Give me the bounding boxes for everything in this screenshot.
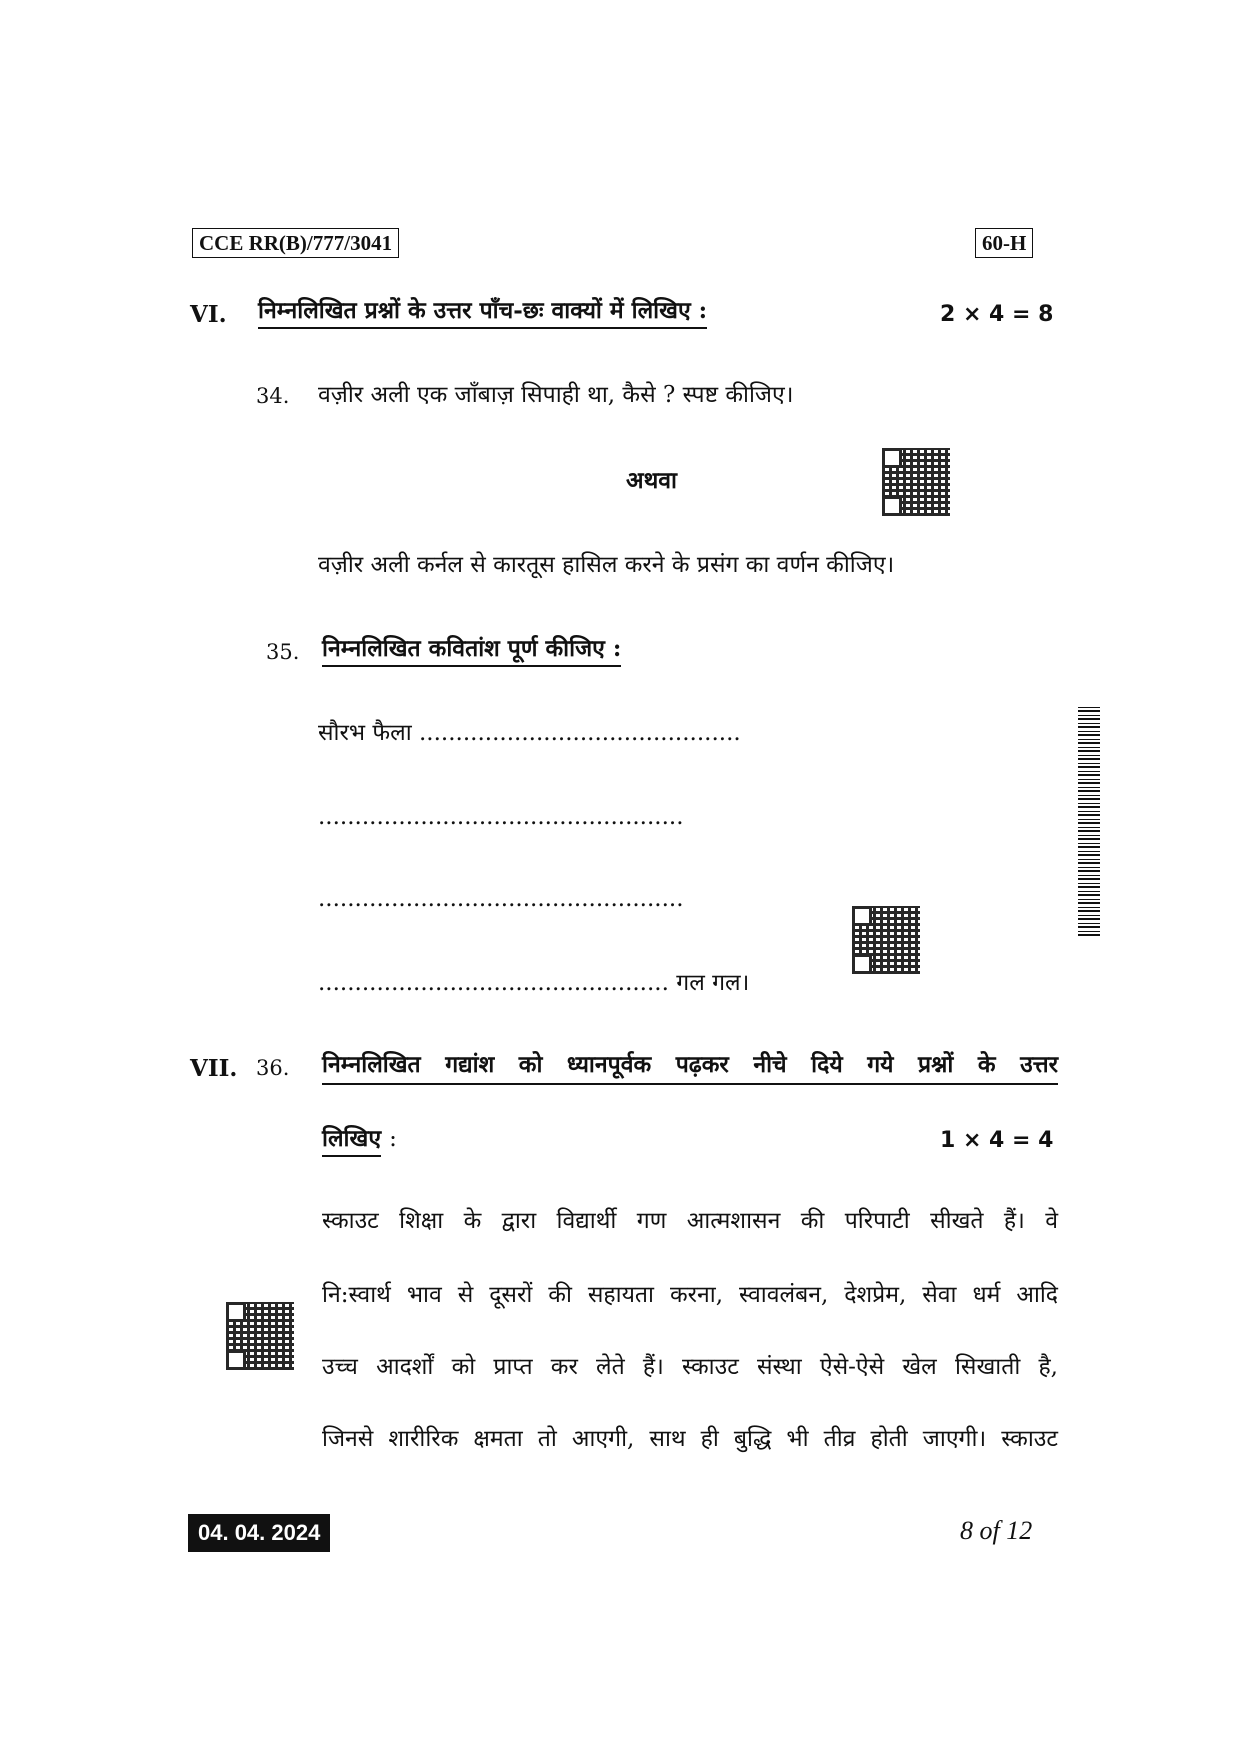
section-vi-label: VI.: [190, 301, 227, 328]
paper-code: CCE RR(B)/777/3041: [192, 228, 399, 258]
q35-instruction-text: निम्नलिखित कवितांश पूर्ण कीजिए :: [322, 635, 621, 667]
q34-or-label: अथवा: [626, 467, 678, 494]
section-vi-instruction: [258, 296, 707, 326]
poem-line-2-dots: ..................................................: [318, 804, 684, 830]
poem-line-1-dots: ............................................: [419, 720, 741, 746]
passage-line: उच्च आदर्शों को प्राप्त कर लेते हैं। स्काउट संस्था ऐसे-ऐसे खेल सिखाती है,: [322, 1354, 1058, 1380]
poem-line-2: [318, 802, 684, 832]
poem-line-4-dots: ................................................: [318, 970, 669, 996]
q36-instruction-colon: :: [389, 1126, 397, 1152]
section-vi-instruction-text: निम्नलिखित प्रश्नों के उत्तर पाँच-छः वाक्यों में लिखिए :: [258, 297, 707, 329]
section-vii-label: VII.: [190, 1055, 238, 1082]
q36-instruction-line-1: [322, 1050, 1058, 1085]
q34-number: 34.: [256, 384, 290, 408]
passage-line: स्काउट शिक्षा के द्वारा विद्यार्थी गण आत्मशासन की परिपाटी सीखते हैं। वे: [322, 1208, 1058, 1234]
q35-number: 35.: [266, 640, 300, 664]
q34-alt-text: वज़ीर अली कर्नल से कारतूस हासिल करने के प्रसंग का वर्णन कीजिए।: [318, 552, 895, 578]
qr-code-icon: [882, 448, 950, 516]
q36-instruction-line-1-text: निम्नलिखित गद्यांश को ध्यानपूर्वक पढ़कर नीचे दिये गये प्रश्नों के उत्तर: [322, 1050, 1058, 1085]
section-vi-marks: 2 × 4 = 8: [940, 302, 1054, 327]
page-indicator: 8 of 12: [960, 1516, 1033, 1545]
poem-line-4-end: गल गल।: [676, 970, 750, 996]
qr-code-icon: [852, 906, 920, 974]
poem-line-4: [318, 968, 749, 998]
passage-line: नि:स्वार्थ भाव से दूसरों की सहायता करना, स्वावलंबन, देशप्रेम, सेवा धर्म आदि: [322, 1282, 1058, 1308]
qr-code-icon: [226, 1302, 294, 1370]
paper-version: 60-H: [975, 228, 1033, 258]
poem-line-3: [318, 884, 684, 914]
poem-line-1-start: सौरभ फैला: [318, 720, 412, 746]
exam-date: 04. 04. 2024: [188, 1514, 330, 1552]
q34-text: वज़ीर अली एक जाँबाज़ सिपाही था, कैसे ? स्पष्ट कीजिए।: [318, 382, 794, 408]
passage-line: जिनसे शारीरिक क्षमता तो आएगी, साथ ही बुद्धि भी तीव्र होती जाएगी। स्काउट: [322, 1426, 1058, 1452]
q36-instruction-line-2: [322, 1124, 397, 1154]
q36-marks: 1 × 4 = 4: [940, 1128, 1054, 1153]
q36-instruction-line-2-text: लिखिए: [322, 1125, 381, 1157]
q35-instruction: [322, 634, 621, 664]
barcode-icon: [1078, 706, 1100, 936]
poem-line-1: [318, 718, 741, 748]
q36-number: 36.: [256, 1056, 290, 1080]
poem-line-3-dots: ..................................................: [318, 886, 684, 912]
